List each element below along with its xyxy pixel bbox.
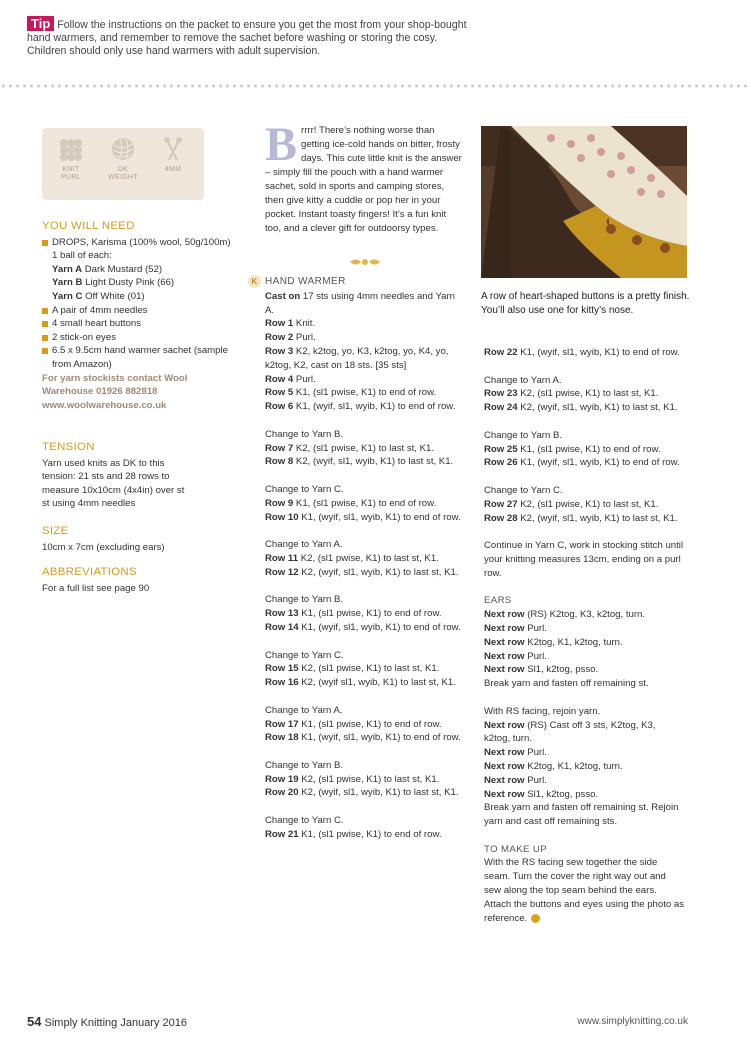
- hand-warmer-column: [248, 275, 463, 855]
- needle-size-cell: [148, 136, 198, 174]
- row-label: Row 11: [265, 552, 299, 564]
- row-text: Change to Yarn A.: [265, 704, 343, 716]
- footer-website: www.simplyknitting.co.uk: [577, 1016, 688, 1027]
- instruction-paragraph: [265, 759, 463, 800]
- row-text: K2, (sl1 pwise, K1) to last st, K1.: [293, 442, 435, 454]
- row-label: Next row: [484, 788, 525, 800]
- row-label: Row 5: [265, 387, 294, 399]
- row-text: K1, (sl1 pwise, K1) to end of row.: [293, 387, 437, 399]
- row-text: Change to Yarn C.: [265, 815, 344, 827]
- instruction-paragraph: [484, 608, 684, 691]
- row-label: Row 27: [484, 498, 518, 510]
- row-text: Change to Yarn C.: [265, 649, 344, 661]
- row-text: K1, (sl1 pwise, K1) to end of row.: [298, 828, 442, 840]
- row-text: K2, (sl1 pwise, K1) to last st, K1.: [298, 773, 440, 785]
- ornament-icon: [348, 256, 382, 268]
- page-number: 54: [27, 1014, 42, 1029]
- row-text: Break yarn and fasten off remaining st. Rejoin yarn and cast off remaining sts.: [484, 802, 679, 828]
- abbreviations-heading: ABBREVIATIONS: [42, 566, 137, 578]
- end-yarn-icon: [531, 914, 540, 923]
- row-text: K1, (wyif, sl1, wyib, K1) to end of row.: [298, 621, 461, 633]
- row-text: K1, (wyif, sl1, wyib, K1) to end of row.: [517, 347, 680, 358]
- row-text: (RS) Cast off 3 sts, K2tog, K3, k2tog, turn.: [484, 719, 656, 745]
- instruction-paragraph: [484, 484, 684, 525]
- publication-name: Simply Knitting January 2016: [44, 1017, 187, 1029]
- row-text: K1, (wyif, sl1, wyib, K1) to end of row.: [298, 511, 461, 523]
- row-label: Cast on: [265, 290, 301, 302]
- ball-line: 1 ball of each:: [52, 250, 112, 262]
- row-text: Purl.: [524, 622, 547, 634]
- instruction-paragraph: [265, 483, 463, 524]
- needle-size-label: 4MM: [164, 166, 182, 173]
- row-label: Row 20: [265, 787, 299, 799]
- buttons-item: 4 small heart buttons: [42, 317, 232, 331]
- row-label: Row 3: [265, 345, 294, 357]
- instruction-paragraph: [265, 814, 463, 842]
- hand-warmer-heading: K HAND WARMER: [248, 275, 463, 289]
- row-text: K2, (sl1 pwise, K1) to last st, K1.: [298, 552, 439, 564]
- row-text: Change to Yarn A.: [484, 374, 562, 386]
- sachet-item: 6.5 x 9.5cm hand warmer sachet (sample from Amazon): [42, 344, 232, 371]
- row-label: Row 15: [265, 663, 299, 675]
- row-label: Next row: [484, 719, 525, 731]
- eyes-item: 2 stick-on eyes: [42, 331, 232, 345]
- instruction-paragraph: [265, 538, 463, 579]
- dotted-divider: [0, 84, 750, 88]
- row-text: Purl.: [524, 774, 547, 786]
- row-label: Row 14: [265, 621, 299, 633]
- row-label: Row 6: [265, 401, 294, 413]
- row-text: Knit.: [293, 318, 316, 330]
- row-label: Next row: [484, 636, 525, 648]
- make-up-text: With the RS facing sew together the side seam. Turn the cover the right way out and sew along the top seam behind the ears. Attach the buttons and eyes using the photo as reference.: [484, 857, 685, 924]
- row-text: Purl.: [293, 332, 316, 344]
- row-text: Change to Yarn C.: [484, 484, 563, 496]
- knit-purl-cell: [46, 136, 96, 182]
- row-label: Row 4: [265, 373, 294, 385]
- knit-label: KNIT: [62, 166, 80, 173]
- tension-section: [42, 441, 192, 511]
- row-label: Next row: [484, 609, 525, 621]
- row-text: K2, (wyif, sl1, wyib, K1) to last st, K1.: [517, 402, 678, 414]
- knit-badge: K: [248, 275, 261, 288]
- product-photo: [481, 126, 687, 278]
- yarn-ball-icon: [110, 136, 136, 162]
- row-label: Next row: [484, 760, 525, 772]
- row-text: K2tog, K1, k2tog, turn.: [524, 636, 623, 648]
- row-text: K1, (wyif, sl1, wyib, K1) to end of row.: [517, 457, 680, 469]
- row-label: Row 8: [265, 456, 294, 468]
- yarn-c: Yarn C Off White (01): [52, 290, 145, 302]
- row-text: K2, (wyif, sl1, wyib, K1) to last st, K1.: [298, 787, 459, 799]
- row-text: Change to Yarn B.: [265, 594, 344, 606]
- knit-purl-icon: [58, 136, 84, 162]
- row-label: Row 18: [265, 732, 299, 744]
- weight-label: WEIGHT: [108, 174, 138, 181]
- instruction-paragraph: [484, 429, 684, 470]
- row-text: K1, (sl1 pwise, K1) to end of row.: [517, 443, 661, 455]
- stockists-info: For yarn stockists contact Wool Warehouse 01926 882818 www.woolwarehouse.co.uk: [42, 372, 188, 411]
- size-heading: SIZE: [42, 525, 69, 537]
- footer-publication: [27, 1014, 187, 1029]
- row-label: Row 28: [484, 512, 518, 524]
- row-text: With RS facing, rejoin yarn.: [484, 705, 601, 717]
- row-text: Change to Yarn B.: [265, 428, 344, 440]
- make-up-heading: TO MAKE UP: [484, 843, 547, 855]
- instruction-paragraph: [484, 539, 684, 580]
- tip-text: Follow the instructions on the packet to ensure you get the most from your shop-bought hand warmers, and remember to remove the sachet before washing or storing the cosy. Children should only use hand warmers with adult supervision.: [27, 19, 467, 57]
- row-instructions-continued: [484, 346, 684, 581]
- you-will-need-heading: YOU WILL NEED: [42, 220, 135, 232]
- tip-badge: Tip: [27, 16, 54, 31]
- row-text: Purl.: [293, 373, 316, 385]
- row-label: Row 19: [265, 773, 299, 785]
- row-text: Purl.: [524, 747, 547, 759]
- instruction-paragraph: [265, 649, 463, 690]
- intro-text: rrrr! There’s nothing worse than getting ice-cold hands on bitter, frosty days. This cute little knit is the answer – simply fill the pouch with a hand warmer sachet, sold in sports and camping stores, then give kitty a cuddle or pop her in your pocket. Instant toasty fingers! It’s a fun knit too, and a clever gift for outdoorsy types.: [265, 125, 462, 234]
- row-text: K2, (wyif, sl1, wyib, K1) to last st, K1.: [298, 566, 459, 578]
- row-text: Sl1, k2tog, psso.: [524, 788, 599, 800]
- yarn-item: DROPS, Karisma (100% wool, 50g/100m): [42, 236, 232, 250]
- row-text: K2, k2tog, yo, K3, k2tog, yo, K4, yo, k2tog, K2, cast on 18 sts. [35 sts]: [265, 345, 449, 371]
- row-label: Row 13: [265, 608, 299, 620]
- row-text: K2, (sl1 pwise, K1) to last st, K1.: [517, 498, 659, 510]
- needles-item: A pair of 4mm needles: [42, 304, 232, 318]
- yarn-b: Yarn B Light Dusty Pink (66): [52, 277, 175, 289]
- row-label: Row 10: [265, 511, 299, 523]
- row-label: Row 22: [484, 347, 518, 358]
- row-label: Next row: [484, 774, 525, 786]
- you-will-need-section: [42, 220, 232, 412]
- size-text: 10cm x 7cm (excluding ears): [42, 541, 165, 553]
- right-column: [484, 346, 684, 925]
- tension-heading: TENSION: [42, 441, 95, 453]
- row-label: Row 17: [265, 718, 299, 730]
- row-text: K1, (sl1 pwise, K1) to end of row.: [298, 718, 442, 730]
- tension-text: Yarn used knits as DK to this tension: 21 sts and 28 rows to measure 10x10cm (4x4in) over st st using 4mm needles: [42, 457, 185, 510]
- row-label: Row 16: [265, 677, 299, 689]
- row-text: Change to Yarn C.: [265, 483, 344, 495]
- row-text: K2, (wyif, sl1, wyib, K1) to last st, K1.: [517, 512, 678, 524]
- row-label: Next row: [484, 664, 525, 676]
- row-label: Row 1: [265, 318, 294, 330]
- row-text: K1, (sl1 pwise, K1) to end of row.: [293, 497, 437, 509]
- dk-label: DK: [117, 166, 129, 173]
- row-text: K2tog, K1, k2tog, turn.: [524, 760, 623, 772]
- yarn-a: Yarn A Dark Mustard (52): [52, 263, 163, 275]
- row-label: Row 23: [484, 388, 518, 400]
- row-label: Row 24: [484, 402, 518, 414]
- row-text: K1, (wyif, sl1, wyib, K1) to end of row.: [298, 732, 461, 744]
- row-text: Sl1, k2tog, psso.: [524, 664, 599, 676]
- hand-warmer-instructions: [248, 290, 463, 842]
- abbreviations-text: For a full list see page 90: [42, 582, 150, 594]
- row-text: Break yarn and fasten off remaining st.: [484, 678, 649, 690]
- row-text: K2, (wyif sl1, wyib, K1) to last st, K1.: [298, 677, 456, 689]
- instruction-paragraph: [484, 346, 684, 360]
- purl-label: PURL: [61, 174, 81, 181]
- row-label: Row 2: [265, 332, 294, 344]
- row-text: Continue in Yarn C, work in stocking stitch until your knitting measures 13cm, ending on a purl row.: [484, 540, 684, 579]
- row-text: 17 sts using 4mm needles and Yarn A.: [265, 290, 456, 316]
- row-text: K2, (sl1 pwise, K1) to last st, K1.: [298, 663, 440, 675]
- row-label: Row 12: [265, 566, 299, 578]
- row-text: Purl.: [524, 650, 547, 662]
- row-label: Row 7: [265, 442, 294, 454]
- row-text: Change to Yarn B.: [265, 759, 344, 771]
- instruction-paragraph: [484, 705, 684, 829]
- row-label: Row 9: [265, 497, 294, 509]
- row-text: K1, (wyif, sl1, wyib, K1) to end of row.: [293, 401, 456, 413]
- instruction-paragraph: [265, 593, 463, 634]
- row-label: Row 21: [265, 828, 299, 840]
- row-text: K2, (wyif, sl1, wyib, K1) to last st, K1.: [293, 456, 454, 468]
- row-text: K2, (sl1 pwise, K1) to last st, K1.: [517, 388, 659, 400]
- drop-cap: B: [265, 118, 298, 171]
- instruction-paragraph: [265, 290, 463, 414]
- row-text: (RS) K2tog, K3, k2tog, turn.: [524, 609, 646, 621]
- needles-icon: [160, 136, 186, 162]
- abbreviations-section: [42, 566, 232, 595]
- row-label: Row 25: [484, 443, 518, 455]
- hand-warmer-photo: [481, 126, 687, 278]
- ears-heading: EARS: [484, 595, 512, 607]
- photo-caption: A row of heart-shaped buttons is a pretty finish. You’ll also use one for kitty’s nose.: [481, 291, 690, 316]
- row-label: Next row: [484, 747, 525, 759]
- row-label: Next row: [484, 622, 525, 634]
- instruction-paragraph: [265, 704, 463, 745]
- size-section: [42, 525, 232, 554]
- instruction-paragraph: [484, 374, 684, 415]
- pattern-info-icons: [42, 128, 204, 200]
- row-label: Next row: [484, 650, 525, 662]
- row-text: K1, (sl1 pwise, K1) to end of row.: [298, 608, 442, 620]
- row-label: Row 26: [484, 457, 518, 469]
- row-text: Change to Yarn B.: [484, 429, 563, 441]
- intro-paragraph: [265, 118, 463, 236]
- yarn-weight-cell: [98, 136, 148, 182]
- instruction-paragraph: [265, 428, 463, 469]
- ears-instructions: [484, 608, 684, 829]
- tip-box: [27, 16, 467, 58]
- row-text: Change to Yarn A.: [265, 539, 343, 551]
